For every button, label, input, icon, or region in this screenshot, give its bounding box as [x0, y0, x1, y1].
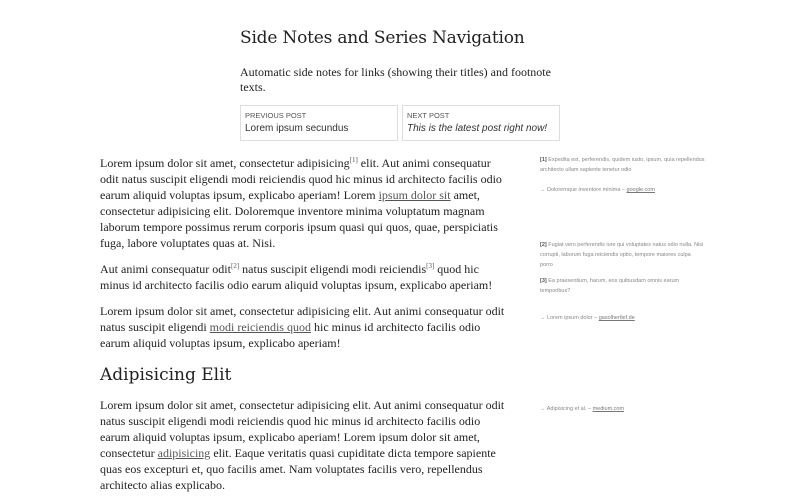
page-title: Side Notes and Series Navigation	[240, 28, 525, 48]
side-note: → Adipisicing et al. – medium.com	[540, 406, 625, 412]
footnote-number: [1]	[540, 157, 547, 163]
previous-post-label: PREVIOUS POST	[245, 111, 307, 120]
previous-post-link[interactable]	[240, 105, 398, 141]
next-post-link[interactable]	[402, 105, 560, 141]
side-note-link[interactable]: gasolhertlef.de	[598, 315, 635, 321]
inline-link[interactable]: ipsum dolor sit	[378, 188, 451, 202]
side-note-link[interactable]: google.com	[626, 187, 655, 193]
arrow-icon: →	[540, 187, 546, 193]
post-header	[240, 28, 570, 141]
section-heading: Adipisicing Elit	[100, 365, 232, 385]
arrow-icon: →	[540, 406, 546, 412]
side-note: → Doloremque inventore minima – google.com	[540, 187, 655, 193]
inline-link[interactable]: modi reiciendis quod	[209, 320, 311, 334]
arrow-icon: →	[540, 315, 546, 321]
next-post-title: This is the latest post right now!	[407, 123, 548, 134]
paragraph: Lorem ipsum dolor sit amet, consectetur adipisicing[1] elit. Aut animi consequatur odit natus suscipit eligendi modi reiciendis quod hic minus id architecto facilis odio earum aliquid voluptas ipsum, explicabo aperiam! Lorem ipsum dolor sit amet, consectetur adipisicing elit. Doloremque inventore minima voluptatum magnam laborum tempore possimus rerum corporis ipsum quasi qui quos, quae, perspiciatis fuga, labore voluptates quas at. Nisi.	[100, 156, 502, 250]
footnote-ref[interactable]: [2]	[230, 262, 240, 270]
page-subtitle: Automatic side notes for links (showing their titles) and footnote texts.	[240, 65, 551, 94]
paragraph: Lorem ipsum dolor sit amet, consectetur adipisicing elit. Aut animi consequatur odit natus suscipit eligendi modi reiciendis quod hic minus id architecto facilis odio earum aliquid voluptas ipsum, explicabo aperiam!	[100, 304, 505, 350]
side-note: [1] Expedita est, perferendis, quidem iusto, ipsum, quia repellendus architecto ullam sapiente tenetur odio	[540, 157, 705, 173]
previous-post-title: Lorem ipsum secundus	[245, 123, 349, 134]
footnote-ref[interactable]: [1]	[349, 156, 358, 164]
next-post-label: NEXT POST	[407, 111, 450, 120]
article-body	[100, 155, 510, 503]
side-note: [3] Ea praesentium, harum, eos quibusdam omnis earum temporibus?	[540, 278, 680, 294]
paragraph: Aut animi consequatur odit[2] natus suscipit eligendi modi reiciendis[3] quod hic minus id architecto facilis odio earum aliquid voluptas ipsum, explicabo aperiam!	[100, 262, 493, 292]
footnote-ref[interactable]: [3]	[426, 262, 435, 270]
series-navigation	[240, 105, 560, 141]
inline-link[interactable]: adipisicing	[157, 446, 211, 460]
paragraph: Lorem ipsum dolor sit amet, consectetur adipisicing elit. Aut animi consequatur odit natus suscipit eligendi modi reiciendis quod hic minus id architecto facilis odio earum aliquid voluptas ipsum, explicabo aperiam! Lorem ipsum dolor sit amet, consectetur adipisicing elit. Eaque veritatis quasi cupiditate dicta tempore sapiente quas eos excepturi et, quo facilis amet. Nam voluptates facilis vero, repellendus architecto alias explicabo.	[100, 398, 505, 492]
side-note: [2] Fugiat vero perferendis iure qui voluptates natus odio nulla. Nisi corrupti, laborum fuga reiciendis optio, tempore maiores culpa porro	[540, 242, 704, 268]
footnote-number: [3]	[540, 278, 547, 284]
side-note: → Lorem ipsum dolor – gasolhertlef.de	[540, 315, 635, 321]
footnote-number: [2]	[540, 242, 547, 248]
side-note-link[interactable]: medium.com	[592, 406, 625, 412]
